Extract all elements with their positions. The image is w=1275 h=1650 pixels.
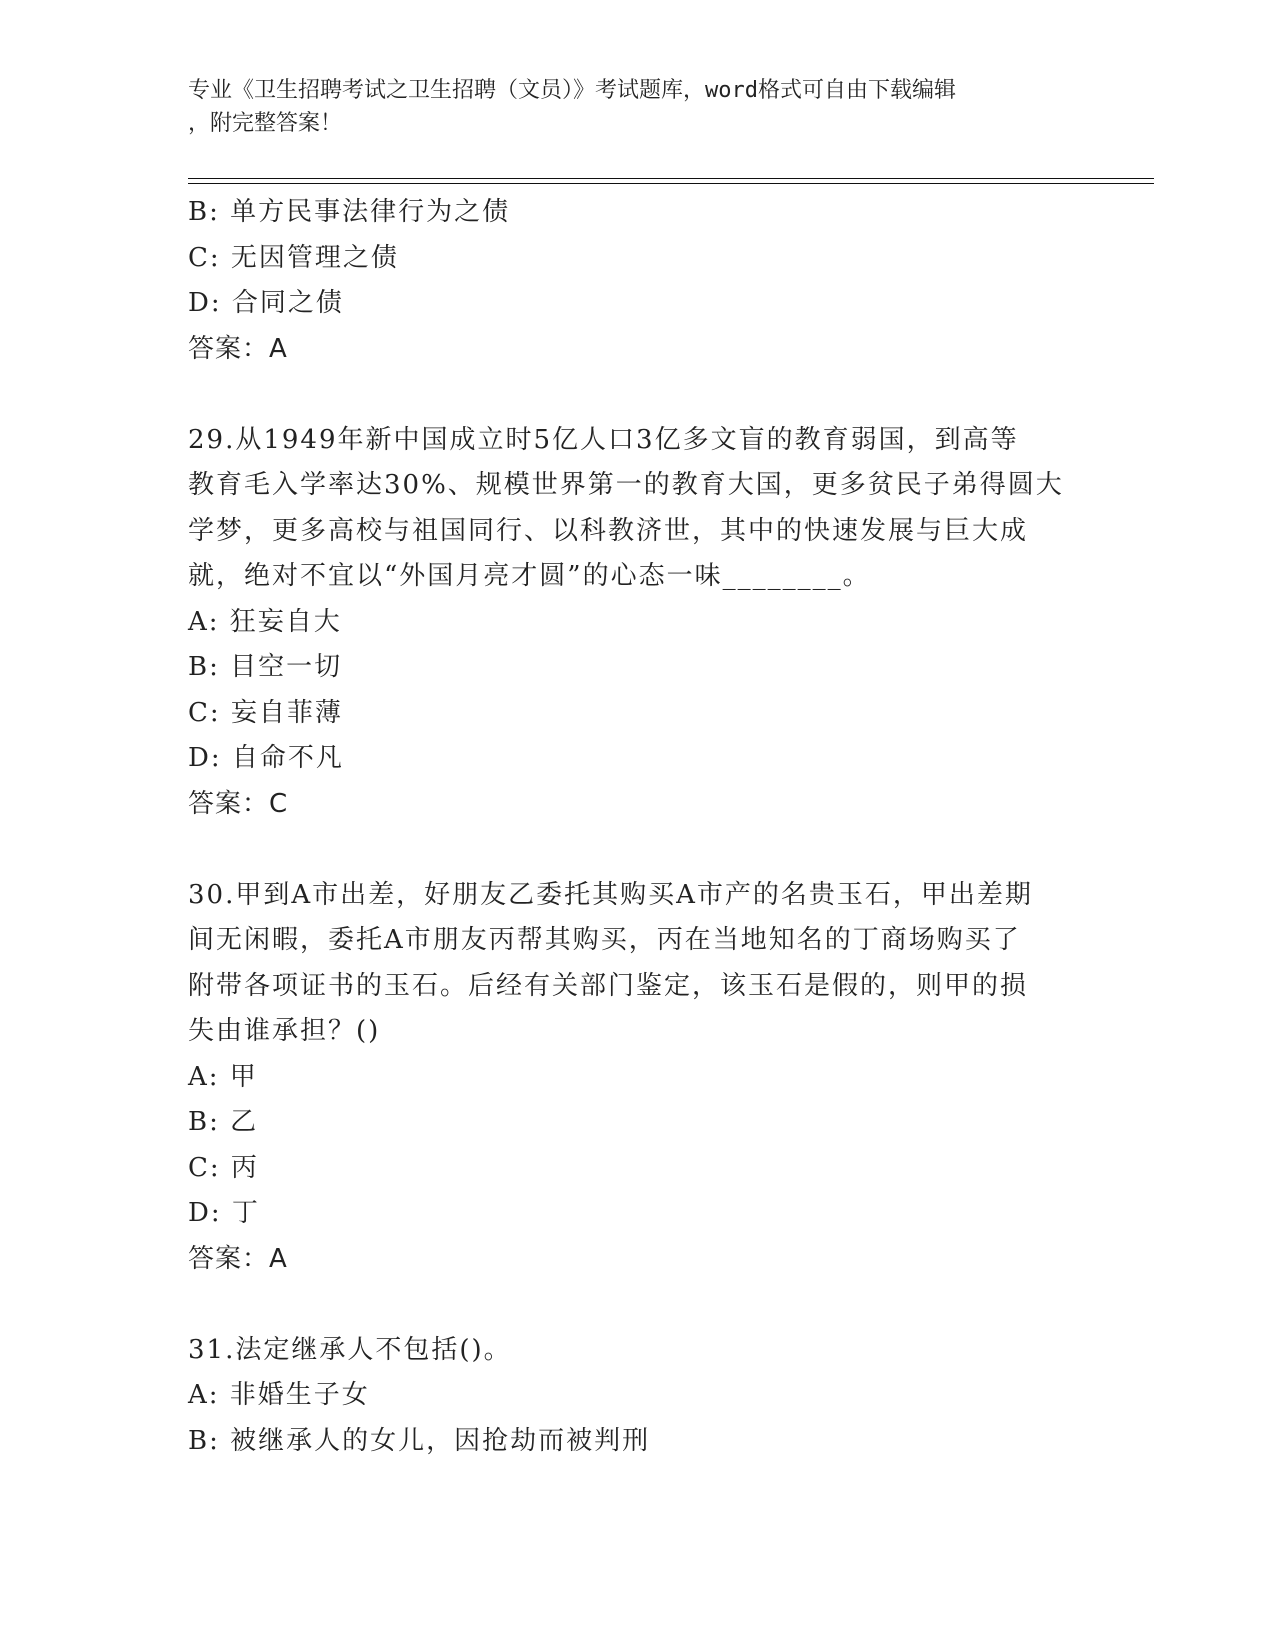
option-b: B: 被继承人的女儿，因抢劫而被判刑 <box>188 1425 651 1456</box>
question-31-text-line-1: 31.法定继承人不包括()。 <box>188 1334 512 1365</box>
question-30-text-line-4: 失由谁承担？() <box>188 1016 381 1046</box>
question-30-text-line-1: 30.甲到A市出差，好朋友乙委托其购买A市产的名贵玉石，甲出差期 <box>188 879 1033 910</box>
option-b: B: 乙 <box>188 1107 259 1137</box>
option-a: A: 甲 <box>188 1061 258 1092</box>
option-a: A: 非婚生子女 <box>188 1380 370 1410</box>
question-28-block <box>188 190 1088 372</box>
answer-line: 答案：C <box>188 788 289 819</box>
answer-line: 答案：A <box>188 333 288 364</box>
option-d: D: 自命不凡 <box>188 743 344 773</box>
header-rule-top <box>188 178 1154 179</box>
question-29-text-line-2: 教育毛入学率达30%、规模世界第一的教育大国，更多贫民子弟得圆大 <box>188 470 1064 500</box>
page-header <box>188 74 1068 140</box>
question-30-block <box>188 873 1088 1283</box>
option-d: D: 丁 <box>188 1198 260 1228</box>
option-a: A: 狂妄自大 <box>188 606 342 637</box>
question-30-text-line-3: 附带各项证书的玉石。后经有关部门鉴定，该玉石是假的，则甲的损 <box>188 970 1029 1001</box>
question-29-text-line-4: 就，绝对不宜以“外国月亮才圆”的心态一味________。 <box>188 561 871 591</box>
option-c: C: 丙 <box>188 1152 259 1183</box>
question-29-text-line-3: 学梦，更多高校与祖国同行、以科教济世，其中的快速发展与巨大成 <box>188 515 1029 546</box>
option-c: C: 妄自菲薄 <box>188 697 343 728</box>
option-c: C: 无因管理之债 <box>188 242 399 273</box>
question-content <box>188 190 1088 1464</box>
header-line-1: 专业《卫生招聘考试之卫生招聘（文员）》考试题库，word格式可自由下载编辑 <box>188 78 956 103</box>
question-29-text-line-1: 29.从1949年新中国成立时5亿人口3亿多文盲的教育弱国，到高等 <box>188 424 1019 455</box>
answer-line: 答案：A <box>188 1243 288 1274</box>
question-30-text-line-2: 间无闲暇，委托A市朋友丙帮其购买，丙在当地知名的丁商场购买了 <box>188 925 1021 955</box>
option-d: D: 合同之债 <box>188 288 344 318</box>
option-b: B: 目空一切 <box>188 652 343 682</box>
header-line-2: ，附完整答案！ <box>188 111 343 136</box>
question-31-block <box>188 1328 1088 1465</box>
question-29-block <box>188 418 1088 828</box>
header-rule-bottom <box>188 183 1154 184</box>
option-b: B: 单方民事法律行为之债 <box>188 197 511 227</box>
